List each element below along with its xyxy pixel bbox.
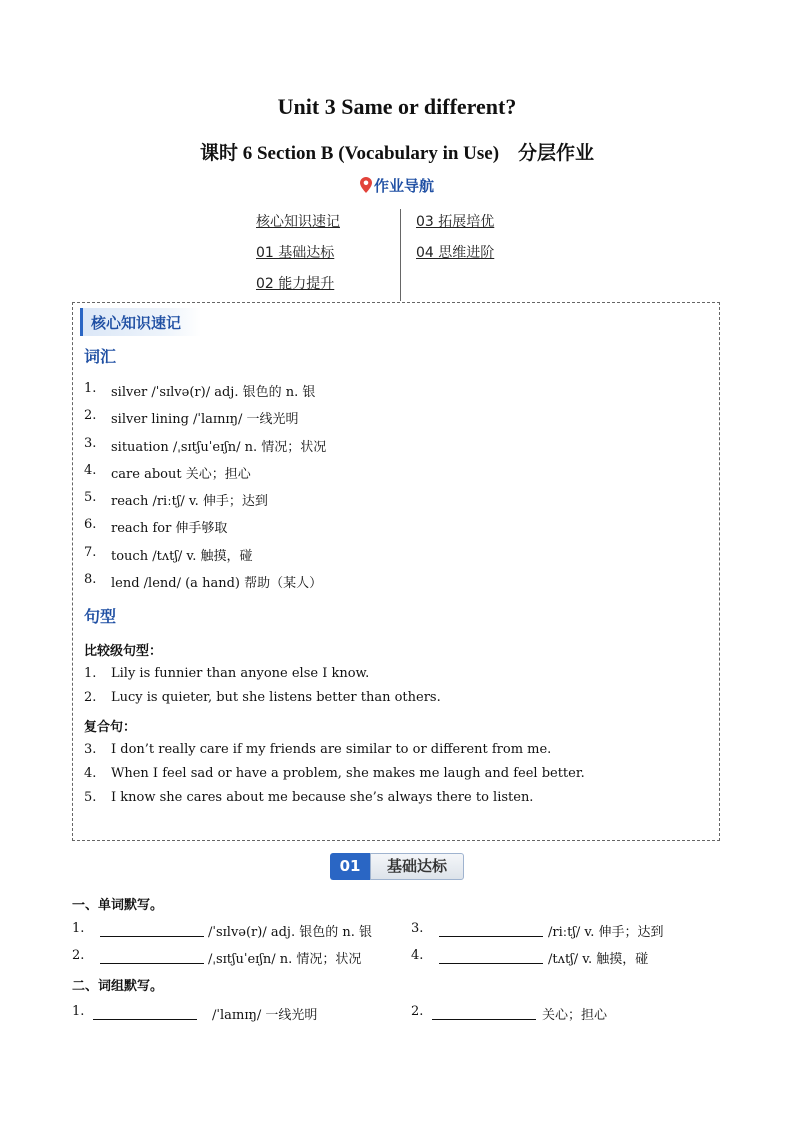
question-prompt: /ˈsɪlvə(r)/ adj. 银色的 n. 银 [208,925,372,940]
question-number: 2. [411,1004,424,1019]
core-knowledge-tab [80,308,201,336]
answer-blank[interactable] [93,1018,197,1020]
section-01-badge [330,853,464,880]
nav-heading [0,175,794,197]
question-prompt: /riːtʃ/ v. 伸手；达到 [548,925,664,940]
answer-blank[interactable] [100,962,204,964]
nav-heading-text: 作业导航 [373,177,434,195]
page-subtitle: 课时 6 Section B (Vocabulary in Use) 分层作业 [199,143,595,164]
section-number: 01 [330,853,370,880]
part1-heading: 一、单词默写。 [72,898,164,913]
nav-link-extension[interactable]: 03 拓展培优 [416,214,495,230]
nav-divider [400,209,401,301]
nav-link-basic[interactable]: 01 基础达标 [256,245,335,261]
answer-blank[interactable] [432,1018,536,1020]
answer-blank[interactable] [439,962,543,964]
question-prompt: 关心；担心 [542,1008,608,1023]
nav-link-thinking[interactable]: 04 思维进阶 [416,245,495,261]
vocab-heading: 词汇 [84,347,117,366]
location-pin-icon [360,177,372,197]
sentence-heading: 句型 [84,607,117,626]
question-prompt: /ˌsɪtʃuˈeɪʃn/ n. 情况；状况 [208,952,362,967]
nav-link-core-knowledge[interactable]: 核心知识速记 [256,214,340,230]
question-number: 4. [411,948,424,963]
question-prompt: /tʌtʃ/ v. 触摸，碰 [548,952,649,967]
question-prompt: /ˈlaɪnɪŋ/ 一线光明 [212,1008,318,1023]
section-label: 基础达标 [370,853,464,880]
question-number: 1. [72,921,85,936]
question-number: 3. [411,921,424,936]
part2-heading: 二、词组默写。 [72,979,164,994]
comparative-label: 比较级句型： [84,644,163,659]
page-title: Unit 3 Same or different? [277,94,517,119]
answer-blank[interactable] [100,935,204,937]
complex-label: 复合句： [84,720,137,735]
core-knowledge-tab-label: 核心知识速记 [91,314,182,332]
question-number: 2. [72,948,85,963]
question-number: 1. [72,1004,85,1019]
answer-blank[interactable] [439,935,543,937]
nav-link-ability[interactable]: 02 能力提升 [256,276,335,292]
